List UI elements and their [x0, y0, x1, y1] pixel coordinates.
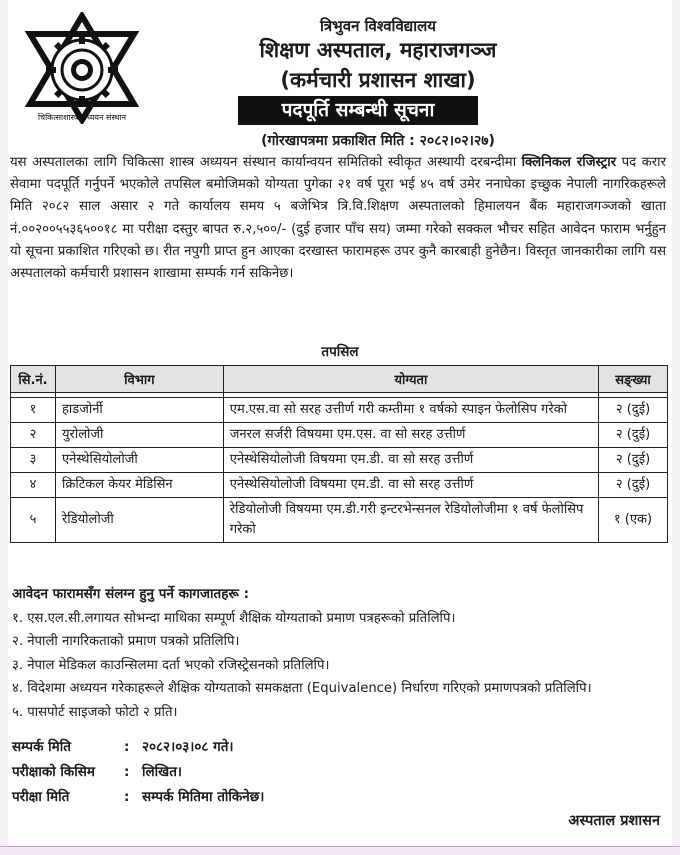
publish-date: (गोरखापत्रमा प्रकाशित मिति : २०८२।०२।२७): [261, 133, 495, 149]
documents-list: [12, 608, 668, 725]
exam-date-value: सम्पर्क मितिमा तोकिनेछ।: [142, 789, 265, 805]
row-count: २ (दुई): [599, 473, 668, 498]
separator: :: [124, 739, 130, 755]
emblem-text: चिकित्साशास्त्र अध्ययन संस्थान: [37, 113, 127, 122]
table-row: [11, 423, 668, 448]
exam-type-value: लिखित।: [142, 764, 183, 780]
exam-info: [12, 736, 264, 811]
university-name: त्रिभुवन विश्वविद्यालय: [320, 17, 436, 35]
exam-date-row: [12, 786, 264, 811]
row-department: युरोलोजी: [55, 423, 223, 448]
table-row: [11, 473, 668, 498]
positions-table: [10, 365, 668, 543]
table-row: [11, 448, 668, 473]
row-sn: १: [11, 398, 56, 423]
row-department: रेडियोलोजी: [55, 498, 223, 543]
notice-title: पदपूर्ति सम्बन्धी सूचना: [238, 96, 478, 125]
notice-page: [8, 0, 672, 846]
document-item: ४. विदेशमा अध्ययन गरेकाहरूले शैक्षिक योग्यताको समकक्षता (Equivalence) निर्धारण गरिएको प्रमाणपत्रको प्रतिलिपि।: [12, 681, 592, 697]
row-count: १ (एक): [599, 498, 668, 543]
row-department: एनेस्थेसियोलोजी: [55, 448, 223, 473]
documents-heading: आवेदन फारामसँग संलग्न हुनु पर्ने कागजातहरू :: [12, 586, 250, 602]
exam-date-label: परीक्षा मिति: [12, 789, 70, 805]
row-sn: ५: [11, 498, 56, 543]
university-emblem: [22, 12, 142, 124]
row-count: २ (दुई): [599, 398, 668, 423]
row-count: २ (दुई): [599, 423, 668, 448]
notice-body: [10, 152, 666, 285]
row-qualification: रेडियोलोजी विषयमा एम.डी.गरी इन्टरभेन्सनल रेडियोलोजीमा १ वर्ष फेलोसिप गरेको: [223, 498, 598, 543]
row-sn: ३: [11, 448, 56, 473]
table-row: [11, 398, 668, 423]
body-part-1: यस अस्पतालका लागि चिकित्सा शास्त्र अध्ययन संस्थान कार्यान्वयन समितिको स्वीकृत अस्थायी दरबन्दीमा: [10, 155, 522, 170]
row-qualification: एनेस्थेसियोलोजी विषयमा एम.डी. वा सो सरह उत्तीर्ण: [223, 448, 598, 473]
document-item: ३. नेपाल मेडिकल काउन्सिलमा दर्ता भएको रजिस्ट्रेसनको प्रतिलिपि।: [12, 657, 330, 673]
document-item: ५. पासपोर्ट साइजको फोटो २ प्रति।: [12, 704, 178, 720]
row-qualification: एम.एस.वा सो सरह उत्तीर्ण गरी कम्तीमा १ वर्षको स्पाइन फेलोसिप गरेको: [223, 398, 598, 423]
post-name: क्लिनिकल रजिस्ट्रार: [521, 155, 617, 170]
document-item: १. एस.एल.सी.लगायत सोभन्दा माथिका सम्पूर्ण शैक्षिक योग्यताको प्रमाण पत्रहरूको प्रतिलिपि।: [12, 611, 456, 626]
contact-date-label: सम्पर्क मिति: [12, 739, 71, 755]
body-part-2: पद करार सेवामा पदपूर्ति गर्नुपर्ने भएकोले तपसिल बमोजिमको योग्यता पुगेका २१ वर्ष पूरा भई ४५ वर्ष उमेर ननाघेका इच्छुक नेपाली नागरिकहरूले मिति २०८२ साल असार २ गते कार्यालय समय ५ बजेभित्र त्रि.वि.शिक्षण अस्पतालको हिमालयन बैंक महाराजगञ्जको खाता नं.००२००५५३६५००१८ मा परीक्षा दस्तुर बापत रु.२,५००/- (दुई हजार पाँच सय) जम्मा गरेको सक्कल भौचर सहित आवेदन फाराम भर्नुहुन यो सूचना प्रकाशित गरिएको छ। रीत नपुगी प्राप्त हुन आएका दरखास्त फारामहरू उपर कुनै कारबाही हुनेछैन। विस्तृत जानकारीका लागि यस अस्पतालको कर्मचारी प्रशासन शाखामा सम्पर्क गर्न सकिनेछ।: [10, 155, 666, 282]
contact-date-row: [12, 736, 264, 761]
row-sn: २: [11, 423, 56, 448]
row-qualification: एनेस्थेसियोलोजी विषयमा एम.डी. वा सो सरह उत्तीर्ण: [223, 473, 598, 498]
exam-type-label: परीक्षाको किसिम: [12, 764, 95, 780]
contact-date-value: २०८२।०३।०८ गते।: [142, 739, 234, 755]
col-header-sn: सि.नं.: [11, 366, 56, 393]
row-count: २ (दुई): [599, 448, 668, 473]
row-qualification: जनरल सर्जरी विषयमा एम.एस. वा सो सरह उत्तीर्ण: [223, 423, 598, 448]
row-department: हाडजोर्नी: [55, 398, 223, 423]
table-header-row: [11, 366, 668, 393]
col-header-department: विभाग: [55, 366, 223, 393]
row-sn: ४: [11, 473, 56, 498]
document-item: २. नेपाली नागरिकताको प्रमाण पत्रको प्रतिलिपि।: [12, 634, 240, 650]
col-header-count: सङ्ख्या: [599, 366, 668, 393]
row-department: क्रिटिकल केयर मेडिसिन: [55, 473, 223, 498]
section-name: (कर्मचारी प्रशासन शाखा): [280, 68, 476, 92]
separator: :: [124, 764, 130, 780]
hospital-name: शिक्षण अस्पताल, महाराजगञ्ज: [259, 38, 497, 62]
col-header-qualification: योग्यता: [223, 366, 598, 393]
table-caption: तपसिल: [321, 344, 359, 360]
separator: :: [124, 789, 130, 805]
exam-type-row: [12, 761, 264, 786]
signature: अस्पताल प्रशासन: [568, 813, 660, 829]
table-row: [11, 498, 668, 543]
